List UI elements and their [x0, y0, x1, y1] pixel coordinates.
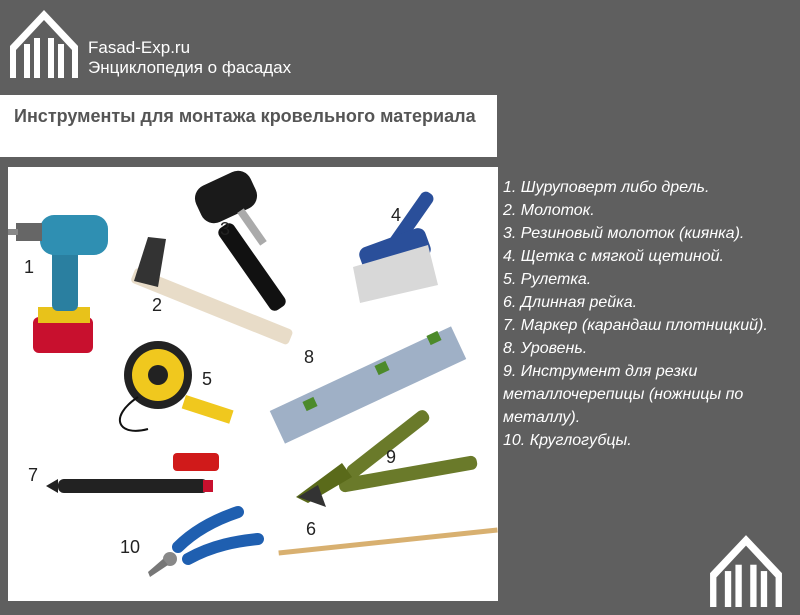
list-item: 6. Длинная рейка.	[503, 294, 638, 311]
photo-label-10: 10	[120, 537, 141, 557]
building-logo-icon	[10, 8, 78, 78]
list-item: 1. Шуруповерт либо дрель.	[503, 179, 710, 196]
photo-label-8: 8	[304, 347, 315, 367]
list-item: 5. Рулетка.	[503, 271, 592, 288]
brand-tagline: Энциклопедия о фасадах	[88, 58, 292, 77]
photo-label-7: 7	[28, 465, 39, 485]
list-item: 8. Уровень.	[503, 340, 588, 357]
rubber-mallet-icon	[190, 167, 288, 313]
photo-label-9: 9	[386, 447, 397, 467]
list-item: 2. Молоток.	[503, 202, 595, 219]
brand	[88, 38, 291, 78]
page-title: Инструменты для монтажа кровельного материала	[14, 106, 476, 126]
tools-list	[503, 176, 793, 452]
photo-label-3: 3	[220, 219, 231, 239]
list-item: 7. Маркер (карандаш плотницкий).	[503, 317, 768, 334]
tape-measure-icon	[120, 341, 234, 431]
photo-label-5: 5	[202, 369, 213, 389]
title-box	[0, 95, 497, 157]
photo-label-6: 6	[306, 519, 317, 539]
pliers-icon	[148, 512, 258, 577]
photo-label-4: 4	[391, 205, 402, 225]
tools-photo	[8, 167, 498, 601]
list-item: 10. Круглогубцы.	[503, 432, 632, 449]
level-icon	[270, 326, 466, 443]
marker-icon	[46, 453, 219, 493]
list-item: 3. Резиновый молоток (киянка).	[503, 225, 745, 242]
photo-label-1: 1	[24, 257, 35, 277]
list-item: 4. Щетка с мягкой щетиной.	[503, 248, 724, 265]
photo-label-2: 2	[152, 295, 163, 315]
brand-site[interactable]: Fasad-Exp.ru	[88, 38, 191, 57]
drill-icon	[8, 215, 108, 353]
tools-illustration	[8, 167, 498, 601]
list-item: 9. Инструмент для резки металлочерепицы (ножницы по металлу).	[503, 363, 744, 426]
building-watermark-icon	[710, 533, 782, 607]
